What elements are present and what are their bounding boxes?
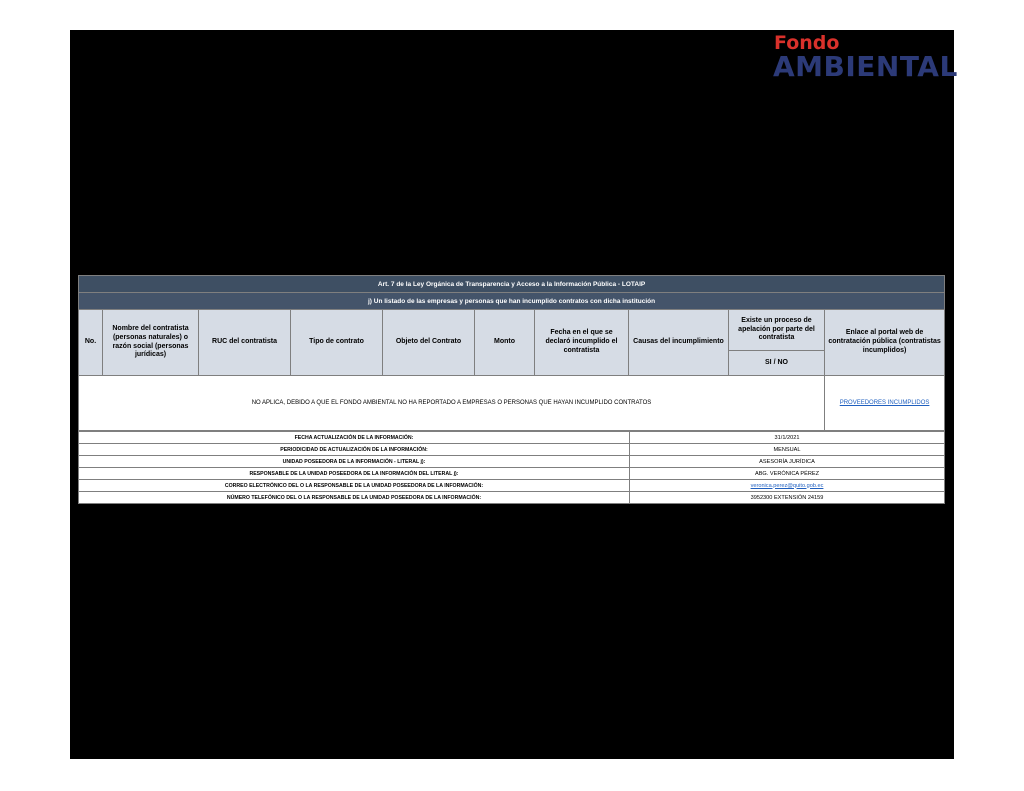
meta-row: [79, 480, 945, 492]
meta-value-cell: [630, 480, 945, 492]
header-row: [79, 310, 945, 351]
lotaip-table: [78, 275, 945, 431]
meta-label: UNIDAD POSEEDORA DE LA INFORMACIÓN - LITERAL j):: [79, 456, 630, 468]
col-header-ruc: RUC del contratista: [199, 310, 291, 376]
email-link[interactable]: veronica.perez@quito.gob.ec: [750, 482, 824, 489]
col-header-fecha: Fecha en el que se declaró incumplido el contratista: [535, 310, 629, 376]
meta-label: CORREO ELECTRÓNICO DEL O LA RESPONSABLE DE LA UNIDAD POSEEDORA DE LA INFORMACIÓN:: [79, 480, 630, 492]
logo-line-2: AMBIENTAL: [773, 50, 958, 83]
col-header-enlace: Enlace al portal web de contratación pública (contratistas incumplidos): [825, 310, 945, 376]
metadata-table: [78, 431, 945, 504]
meta-row: [79, 492, 945, 504]
subtitle-row: [79, 293, 945, 310]
col-header-tipo: Tipo de contrato: [291, 310, 383, 376]
col-header-nombre: Nombre del contratista (personas naturales) o razón social (personas jurídicas): [103, 310, 199, 376]
col-header-si-no: SI / NO: [729, 351, 825, 376]
enlace-cell: [825, 376, 945, 431]
fondo-ambiental-logo: [773, 32, 958, 83]
meta-label: RESPONSABLE DE LA UNIDAD POSEEDORA DE LA INFORMACIÓN DEL LITERAL j):: [79, 468, 630, 480]
table-subtitle: j) Un listado de las empresas y personas que han incumplido contratos con dicha institución: [79, 293, 945, 310]
no-aplica-note: NO APLICA, DEBIDO A QUE EL FONDO AMBIENTAL NO HA REPORTADO A EMPRESAS O PERSONAS QUE HAYAN INCUMPLIDO CONTRATOS: [79, 376, 825, 431]
meta-row: [79, 444, 945, 456]
meta-row: [79, 456, 945, 468]
meta-value: ABG. VERÓNICA PÉREZ: [630, 468, 945, 480]
document-page: [70, 30, 958, 759]
logo-line-1: Fondo: [774, 32, 840, 54]
col-header-causas: Causas del incumplimiento: [629, 310, 729, 376]
table-title: Art. 7 de la Ley Orgánica de Transparencia y Acceso a la Información Pública - LOTAIP: [79, 276, 945, 293]
meta-label: FECHA ACTUALIZACIÓN DE LA INFORMACIÓN:: [79, 432, 630, 444]
meta-value: MENSUAL: [630, 444, 945, 456]
col-header-apelacion: Existe un proceso de apelación por parte del contratista: [729, 310, 825, 351]
proveedores-incumplidos-link[interactable]: PROVEEDORES INCUMPLIDOS: [839, 400, 930, 406]
meta-value: 3952300 EXTENSIÓN 24159: [630, 492, 945, 504]
meta-value: ASESORÍA JURÍDICA: [630, 456, 945, 468]
col-header-objeto: Objeto del Contrato: [383, 310, 475, 376]
col-header-no: No.: [79, 310, 103, 376]
meta-row: [79, 432, 945, 444]
title-row: [79, 276, 945, 293]
meta-label: NÚMERO TELEFÓNICO DEL O LA RESPONSABLE DE LA UNIDAD POSEEDORA DE LA INFORMACIÓN:: [79, 492, 630, 504]
table-row: [79, 376, 945, 431]
meta-value: 31/1/2021: [630, 432, 945, 444]
meta-row: [79, 468, 945, 480]
col-header-monto: Monto: [475, 310, 535, 376]
meta-label: PERIODICIDAD DE ACTUALIZACIÓN DE LA INFORMACIÓN:: [79, 444, 630, 456]
